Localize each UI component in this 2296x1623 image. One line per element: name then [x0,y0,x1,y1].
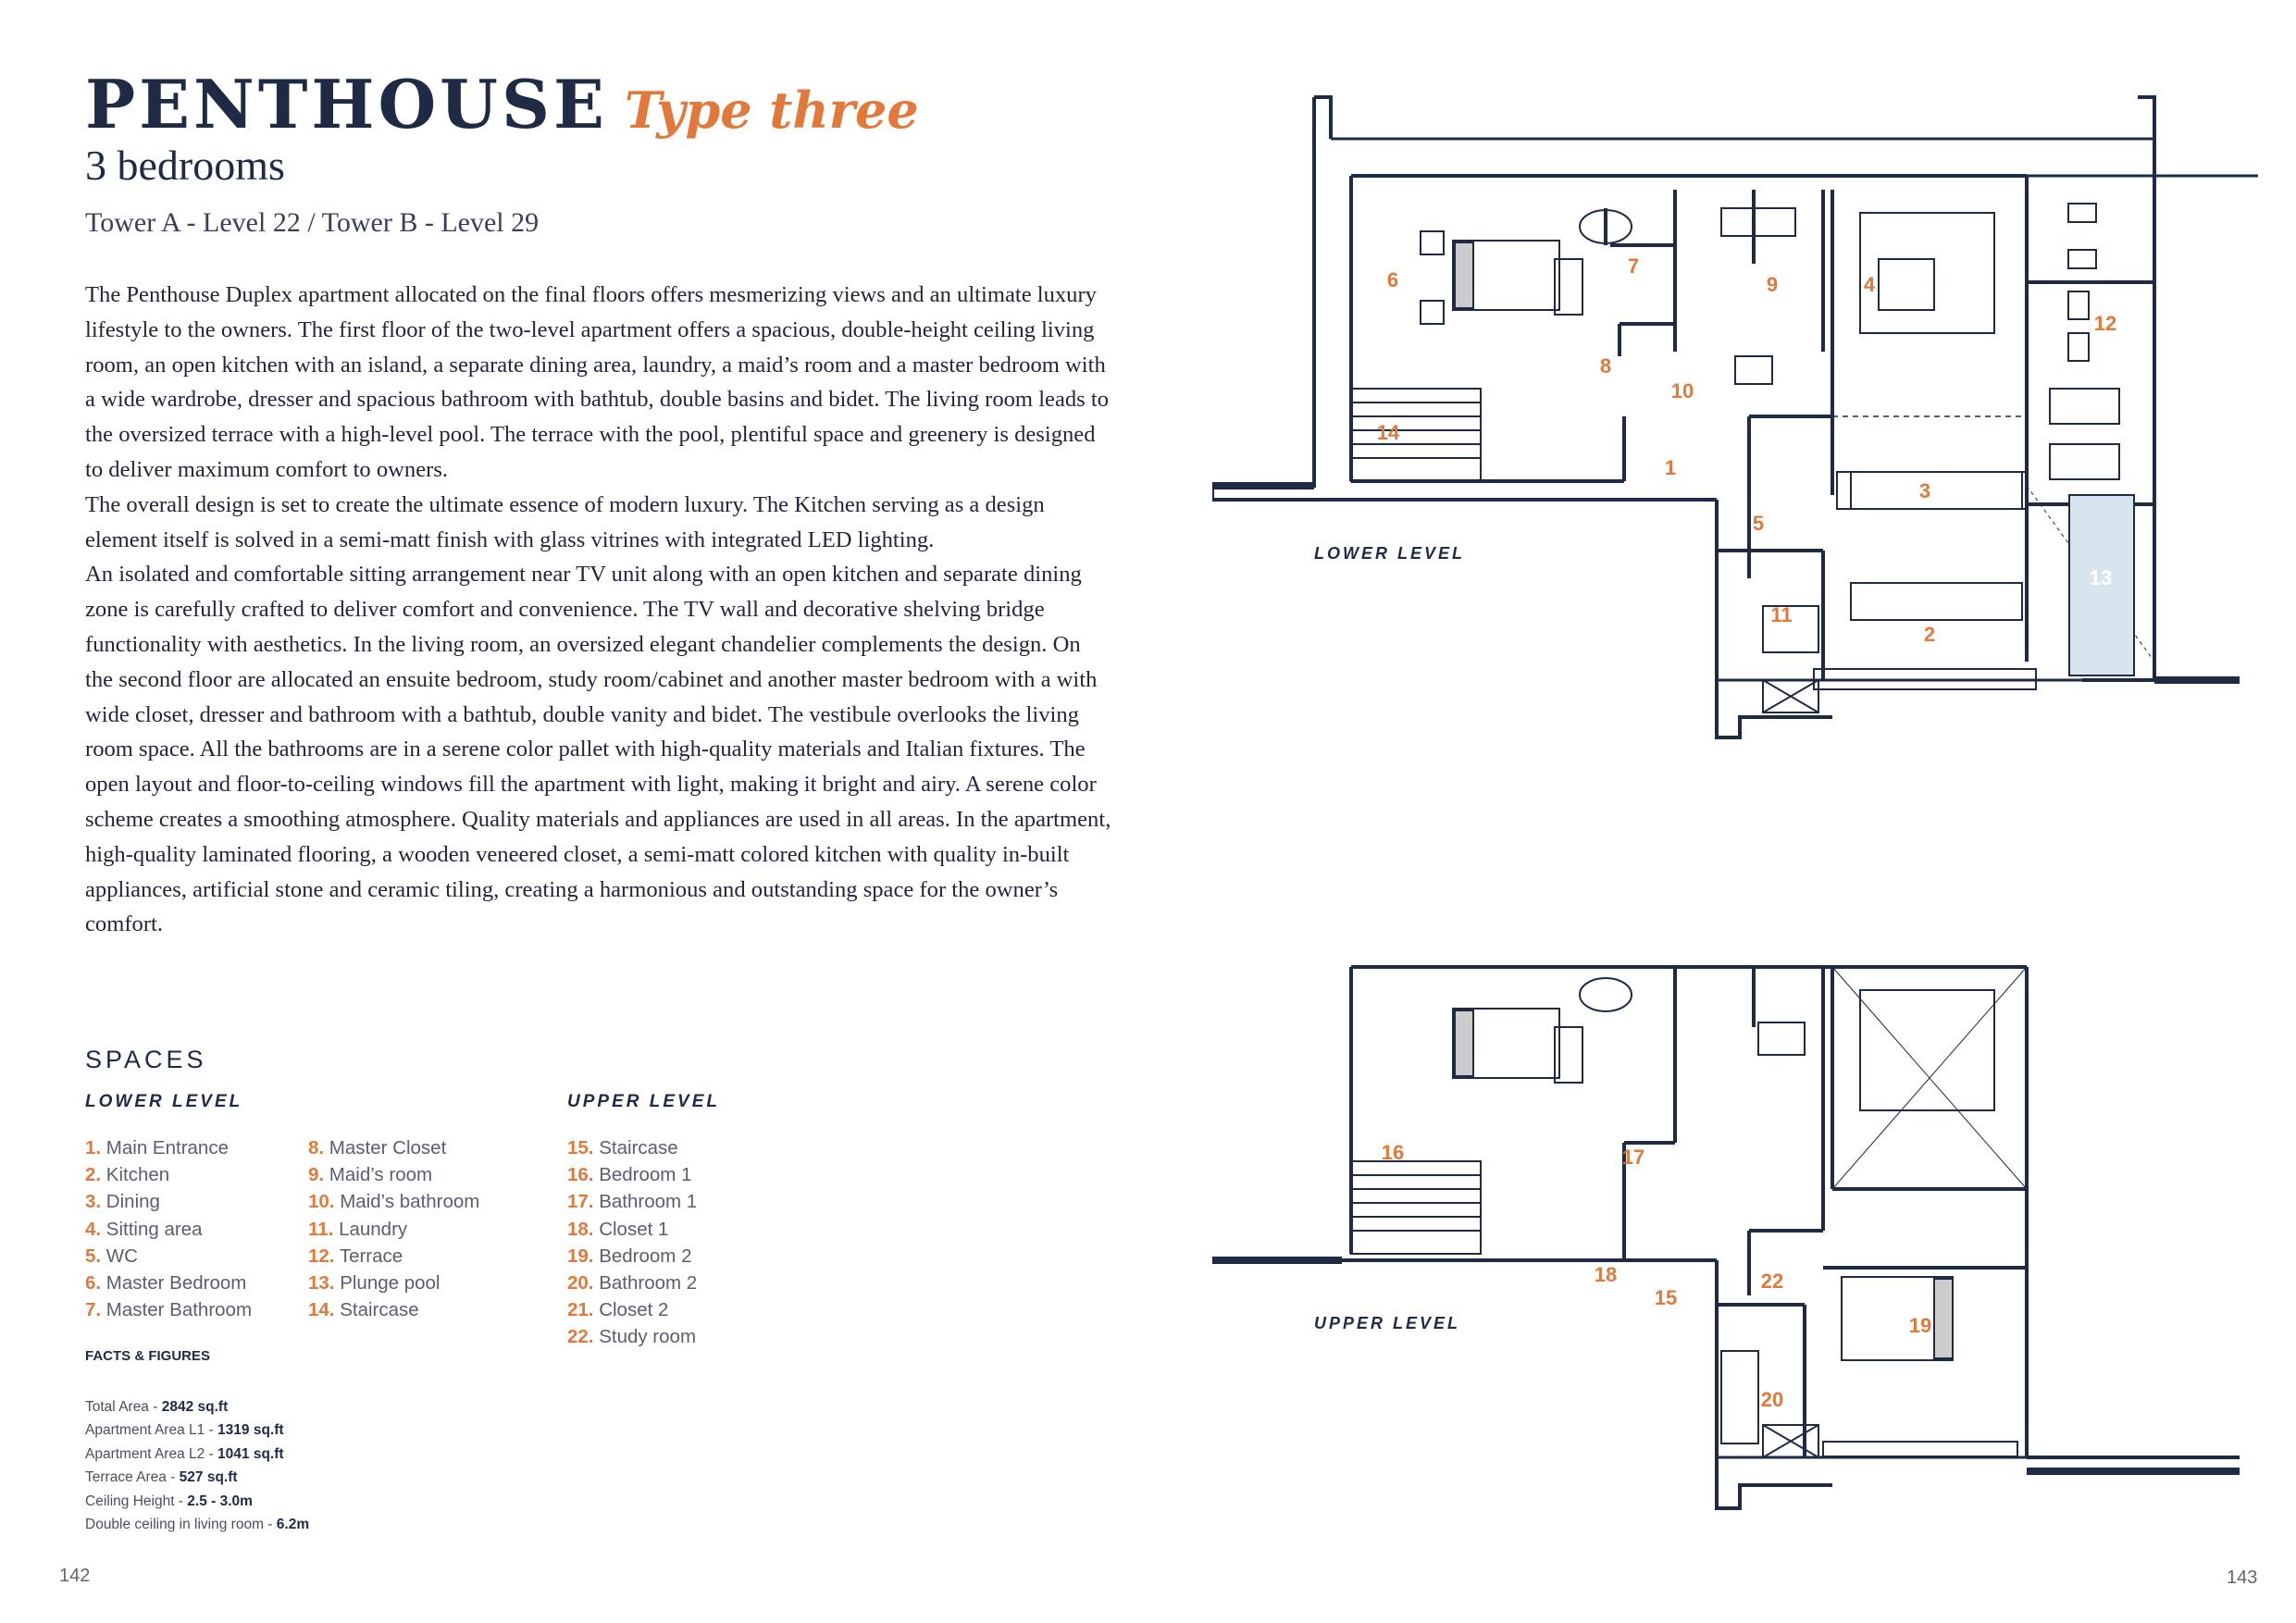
legend-item-number: 9. [308,1164,325,1186]
legend-item [85,1243,252,1270]
legend-item-label: Maid’s bathroom [334,1191,480,1213]
legend-item-number: 6. [85,1272,102,1295]
room-number-22: 22 [1760,1270,1784,1293]
legend-item-number: 11. [308,1218,334,1240]
room-number-6: 6 [1386,268,1399,291]
upper-plan-label: UPPER LEVEL [1314,1314,1461,1332]
legend-item-label: Closet 2 [593,1299,669,1321]
fact-value: 6.2m [276,1517,310,1533]
legend-item [567,1134,697,1161]
fact-item [85,1443,309,1466]
legend-item-label: Staircase [334,1299,419,1321]
legend-lower-col1 [85,1134,252,1323]
legend-item-number: 10. [308,1191,335,1213]
legend-item [567,1188,697,1215]
legend-item [567,1216,697,1243]
lower-level-heading: LOWER LEVEL [85,1092,243,1111]
page-title [85,65,919,143]
description-paragraph-1: The Penthouse Duplex apartment allocated on the final floors offers mesmerizing views and an ultimate luxury lifestyle to the owners. The first floor of the two-level apartment offers a spacious, double-height ceiling living room, an open kitchen with an island, a separate dining area, laundry, a maid’s room and a master bedroom with a wide wardrobe, dresser and spacious bathroom with bathtub, double basins and bidet. The living room leads to the oversized terrace with a high-level pool. The terrace with the pool, plentiful space and greenery is designed to deliver maximum comfort to owners. [85,282,1110,482]
page-number-right: 143 [2227,1567,2258,1588]
room-number-17: 17 [1621,1146,1645,1169]
legend-item [308,1243,479,1270]
page-number-left: 142 [59,1566,91,1586]
room-number-11: 11 [1770,603,1793,626]
legend-item [567,1161,697,1188]
fact-label: Total Area - [85,1399,162,1415]
fact-item [85,1466,309,1489]
fact-value: 2.5 - 3.0m [187,1493,253,1509]
fact-label: Ceiling Height - [85,1493,188,1509]
legend-item [308,1296,479,1323]
legend-item-number: 4. [85,1218,102,1240]
legend-item-label: Master Bathroom [101,1299,253,1321]
room-number-4: 4 [1863,273,1876,296]
legend-item-number: 7. [85,1299,102,1321]
legend-item [567,1323,697,1350]
legend-item-label: Maid’s room [324,1164,433,1186]
legend-item [567,1243,697,1270]
room-number-19: 19 [1908,1314,1932,1337]
room-number-15: 15 [1654,1286,1678,1309]
legend-item [567,1270,697,1296]
legend-item [85,1270,252,1296]
room-number-5: 5 [1752,512,1765,535]
legend-item-number: 14. [308,1299,335,1321]
legend-item-number: 20. [567,1272,594,1295]
facts-list [85,1395,309,1536]
description [85,278,1112,942]
room-number-20: 20 [1760,1388,1784,1411]
room-number-3: 3 [1918,479,1931,502]
legend-item [85,1134,252,1161]
legend-item-number: 19. [567,1245,594,1267]
room-number-7: 7 [1627,254,1640,278]
legend-item-number: 2. [85,1164,102,1186]
description-paragraph-2: The overall design is set to create the ultimate essence of modern luxury. The Kitchen serving as a design element itself is solved in a semi-matt finish with glass vitrines with integrated LED lighting. [85,491,1045,552]
room-number-14: 14 [1376,421,1400,444]
fact-label: Apartment Area L2 - [85,1445,218,1462]
legend-item-number: 17. [567,1191,594,1213]
legend-item-number: 13. [308,1272,335,1295]
legend-item-label: Sitting area [101,1218,203,1240]
legend-item-label: Terrace [334,1245,403,1267]
room-number-8: 8 [1599,354,1612,378]
bedrooms-subtitle: 3 bedrooms [85,142,285,189]
legend-item-label: Laundry [333,1218,408,1240]
legend-item-label: Plunge pool [334,1272,441,1295]
room-number-16: 16 [1381,1141,1405,1164]
legend-item-label: Master Bedroom [101,1272,247,1295]
fact-item [85,1395,309,1419]
legend-item [85,1296,252,1323]
legend-item-label: Master Closet [324,1137,447,1158]
legend-item-label: Main Entrance [101,1137,229,1158]
fact-value: 1041 sq.ft [217,1445,284,1462]
legend-item [85,1216,252,1243]
room-number-18: 18 [1594,1263,1618,1286]
room-number-12: 12 [2093,312,2117,335]
fact-label: Terrace Area - [85,1469,180,1486]
room-number-1: 1 [1664,456,1677,479]
title-main: PENTHOUSE [85,65,608,143]
location-line: Tower A - Level 22 / Tower B - Level 29 [85,207,540,238]
fact-item [85,1513,309,1536]
legend-item-number: 3. [85,1191,102,1213]
fact-value: 527 sq.ft [179,1469,238,1486]
legend-upper [567,1134,697,1351]
room-number-9: 9 [1766,273,1779,296]
fact-item [85,1419,309,1442]
upper-floor-plan [1212,953,2258,1527]
fact-value: 1319 sq.ft [217,1422,284,1439]
legend-item-label: Kitchen [101,1164,170,1186]
legend-item [85,1161,252,1188]
room-number-13: 13 [2089,566,2113,589]
room-number-2: 2 [1923,623,1936,646]
legend-item [567,1296,697,1323]
facts-heading: FACTS & FIGURES [85,1348,211,1364]
legend-item-number: 15. [567,1137,594,1158]
lower-plan-label: LOWER LEVEL [1314,544,1465,563]
legend-item-label: Study room [593,1326,697,1348]
legend-item [85,1188,252,1215]
legend-item-number: 12. [308,1245,335,1267]
legend-item [308,1161,479,1188]
fact-value: 2842 sq.ft [161,1399,229,1415]
room-number-10: 10 [1670,379,1694,403]
legend-item-label: Bathroom 2 [593,1272,698,1295]
legend-item-label: Bedroom 2 [593,1245,692,1267]
title-type: Type three [624,81,919,140]
legend-item-number: 8. [308,1137,325,1158]
legend-item [308,1134,479,1161]
legend-item-number: 1. [85,1137,102,1158]
fact-label: Double ceiling in living room - [85,1517,277,1533]
legend-item-label: Dining [101,1191,160,1213]
legend-item-number: 16. [567,1164,594,1186]
lower-floor-plan [1212,88,2258,754]
legend-item-label: Closet 1 [593,1218,669,1240]
legend-item-label: WC [101,1245,138,1267]
legend-item [308,1188,479,1215]
spaces-heading: SPACES [85,1046,207,1073]
legend-item-number: 5. [85,1245,102,1267]
legend-item-label: Bedroom 1 [593,1164,692,1186]
legend-item-number: 21. [567,1299,594,1321]
legend-item-label: Staircase [593,1137,678,1158]
legend-item-number: 18. [567,1218,594,1240]
legend-lower-col2 [308,1134,479,1323]
legend-item [308,1270,479,1296]
upper-level-heading: UPPER LEVEL [567,1092,720,1111]
legend-item-number: 22. [567,1326,594,1348]
fact-item [85,1490,309,1513]
fact-label: Apartment Area L1 - [85,1422,218,1439]
legend-item [308,1216,479,1243]
legend-item-label: Bathroom 1 [593,1191,698,1213]
description-paragraph-3: An isolated and comfortable sitting arrangement near TV unit along with an open kitchen and separate dining zone is carefully crafted to deliver comfort and convenience. The TV wall and decorative shelving bridge functionality with aesthetics. In the living room, an oversized elegant chandelier complements the design. On the second floor are allocated an ensuite bedroom, study room/cabinet and another master bedroom with a with wide closet, dresser and bathroom with a bathtub, double vanity and bidet. The vestibule overlooks the living room space. All the bathrooms are in a serene color pallet with high-quality materials and Italian fixtures. The open layout and floor-to-ceiling windows fill the apartment with light, making it bright and airy. A serene color scheme creates a smoothing atmosphere. Quality materials and appliances are used in all areas. In the apartment, high-quality laminated flooring, a wooden veneered closet, a semi-matt colored kitchen with quality in-built appliances, artificial stone and ceramic tiling, creating a harmonious and outstanding space for the owner’s comfort. [85,562,1111,937]
